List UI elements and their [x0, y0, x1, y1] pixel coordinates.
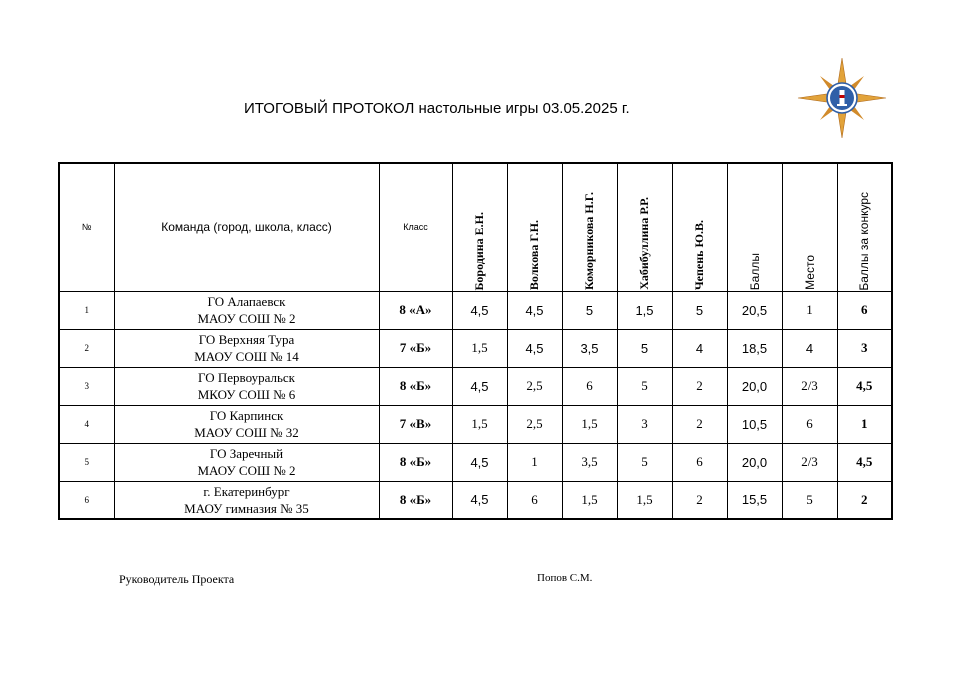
score-judge-5: 2 — [672, 405, 727, 443]
award-cell: 6 — [837, 291, 892, 329]
row-num: 5 — [59, 443, 114, 481]
col-header-judge-2 — [507, 163, 562, 291]
team-city: ГО Заречный — [209, 446, 284, 461]
table-row — [59, 443, 892, 481]
award-cell: 2 — [837, 481, 892, 519]
place-cell: 1 — [782, 291, 837, 329]
place-cell: 2/3 — [782, 443, 837, 481]
footer-name: Попов С.М. — [537, 572, 593, 584]
score-judge-1: 4,5 — [452, 443, 507, 481]
score-judge-4: 5 — [617, 367, 672, 405]
results-table — [58, 162, 893, 520]
score-judge-4: 3 — [617, 405, 672, 443]
team-cell — [114, 329, 379, 367]
team-cell — [114, 481, 379, 519]
col-header-judge-3 — [562, 163, 617, 291]
team-school: МАОУ СОШ № 2 — [197, 463, 296, 478]
col-header-place — [782, 163, 837, 291]
score-judge-3: 1,5 — [562, 481, 617, 519]
row-num: 3 — [59, 367, 114, 405]
team-school: МАОУ СОШ № 14 — [194, 349, 299, 364]
col-header-award — [837, 163, 892, 291]
team-school: МКОУ СОШ № 6 — [197, 387, 296, 402]
score-judge-2: 1 — [507, 443, 562, 481]
award-cell: 3 — [837, 329, 892, 367]
place-cell: 6 — [782, 405, 837, 443]
class-cell: 8 «Б» — [379, 481, 452, 519]
points-cell: 20,0 — [727, 367, 782, 405]
col-header-place-label: Место — [802, 255, 817, 291]
table-header-row — [59, 163, 892, 291]
table-row — [59, 367, 892, 405]
class-cell: 7 «В» — [379, 405, 452, 443]
score-judge-5: 4 — [672, 329, 727, 367]
table-row — [59, 481, 892, 519]
score-judge-2: 6 — [507, 481, 562, 519]
col-header-team: Команда (город, школа, класс) — [114, 163, 379, 291]
class-cell: 8 «Б» — [379, 367, 452, 405]
score-judge-5: 6 — [672, 443, 727, 481]
col-header-judge-1-label: Бородина Е.Н. — [472, 211, 486, 291]
points-cell: 10,5 — [727, 405, 782, 443]
points-cell: 20,0 — [727, 443, 782, 481]
team-cell — [114, 367, 379, 405]
team-cell — [114, 405, 379, 443]
team-city: ГО Верхняя Тура — [198, 332, 295, 347]
score-judge-3: 6 — [562, 367, 617, 405]
score-judge-4: 1,5 — [617, 291, 672, 329]
table-row — [59, 405, 892, 443]
award-cell: 1 — [837, 405, 892, 443]
place-cell: 2/3 — [782, 367, 837, 405]
score-judge-4: 1,5 — [617, 481, 672, 519]
score-judge-3: 3,5 — [562, 443, 617, 481]
row-num: 6 — [59, 481, 114, 519]
team-city: г. Екатеринбург — [203, 483, 290, 499]
score-judge-1: 4,5 — [452, 367, 507, 405]
score-judge-1: 1,5 — [452, 405, 507, 443]
col-header-judge-5-label: Чепень Ю.В. — [692, 220, 706, 291]
row-num: 2 — [59, 329, 114, 367]
page-title: ИТОГОВЫЙ ПРОТОКОЛ настольные игры 03.05.2025 г. — [244, 100, 630, 117]
points-cell: 18,5 — [727, 329, 782, 367]
col-header-award-label: Баллы за конкурс — [857, 191, 872, 291]
team-city: ГО Первоуральск — [198, 370, 295, 385]
score-judge-4: 5 — [617, 329, 672, 367]
footer-role: Руководитель Проекта — [119, 572, 235, 586]
col-header-judge-1 — [452, 163, 507, 291]
score-judge-2: 2,5 — [507, 367, 562, 405]
place-cell: 4 — [782, 329, 837, 367]
team-city: ГО Карпинск — [209, 408, 284, 423]
score-judge-2: 4,5 — [507, 329, 562, 367]
team-cell — [114, 291, 379, 329]
points-cell: 15,5 — [727, 481, 782, 519]
class-cell: 7 «Б» — [379, 329, 452, 367]
class-cell: 8 «А» — [379, 291, 452, 329]
score-judge-3: 5 — [562, 291, 617, 329]
score-judge-1: 4,5 — [452, 481, 507, 519]
score-judge-5: 2 — [672, 481, 727, 519]
col-header-judge-3-label: Коморникова Н.Г. — [582, 192, 596, 291]
score-judge-1: 1,5 — [452, 329, 507, 367]
col-header-judge-2-label: Волкова Г.Н. — [527, 220, 541, 291]
award-cell: 4,5 — [837, 367, 892, 405]
score-judge-3: 1,5 — [562, 405, 617, 443]
team-school: МАОУ СОШ № 32 — [194, 425, 299, 440]
points-cell: 20,5 — [727, 291, 782, 329]
score-judge-3: 3,5 — [562, 329, 617, 367]
col-header-points-label: Баллы — [747, 253, 762, 291]
score-judge-5: 2 — [672, 367, 727, 405]
team-school: МАОУ СОШ № 2 — [197, 311, 296, 326]
col-header-judge-4 — [617, 163, 672, 291]
col-header-points — [727, 163, 782, 291]
col-header-num: № — [59, 163, 114, 291]
compass-rose-emblem-icon — [797, 56, 887, 142]
row-num: 4 — [59, 405, 114, 443]
team-city: ГО Алапаевск — [207, 294, 286, 309]
award-cell: 4,5 — [837, 443, 892, 481]
class-cell: 8 «Б» — [379, 443, 452, 481]
table-row — [59, 291, 892, 329]
col-header-class: Класс — [379, 163, 452, 291]
row-num: 1 — [59, 291, 114, 329]
score-judge-2: 4,5 — [507, 291, 562, 329]
team-cell — [114, 443, 379, 481]
team-school: МАОУ гимназия № 35 — [184, 500, 309, 516]
score-judge-4: 5 — [617, 443, 672, 481]
score-judge-5: 5 — [672, 291, 727, 329]
score-judge-2: 2,5 — [507, 405, 562, 443]
table-row — [59, 329, 892, 367]
col-header-judge-5 — [672, 163, 727, 291]
place-cell: 5 — [782, 481, 837, 519]
score-judge-1: 4,5 — [452, 291, 507, 329]
col-header-judge-4-label: Хабибуллина Р.Р. — [637, 197, 651, 291]
